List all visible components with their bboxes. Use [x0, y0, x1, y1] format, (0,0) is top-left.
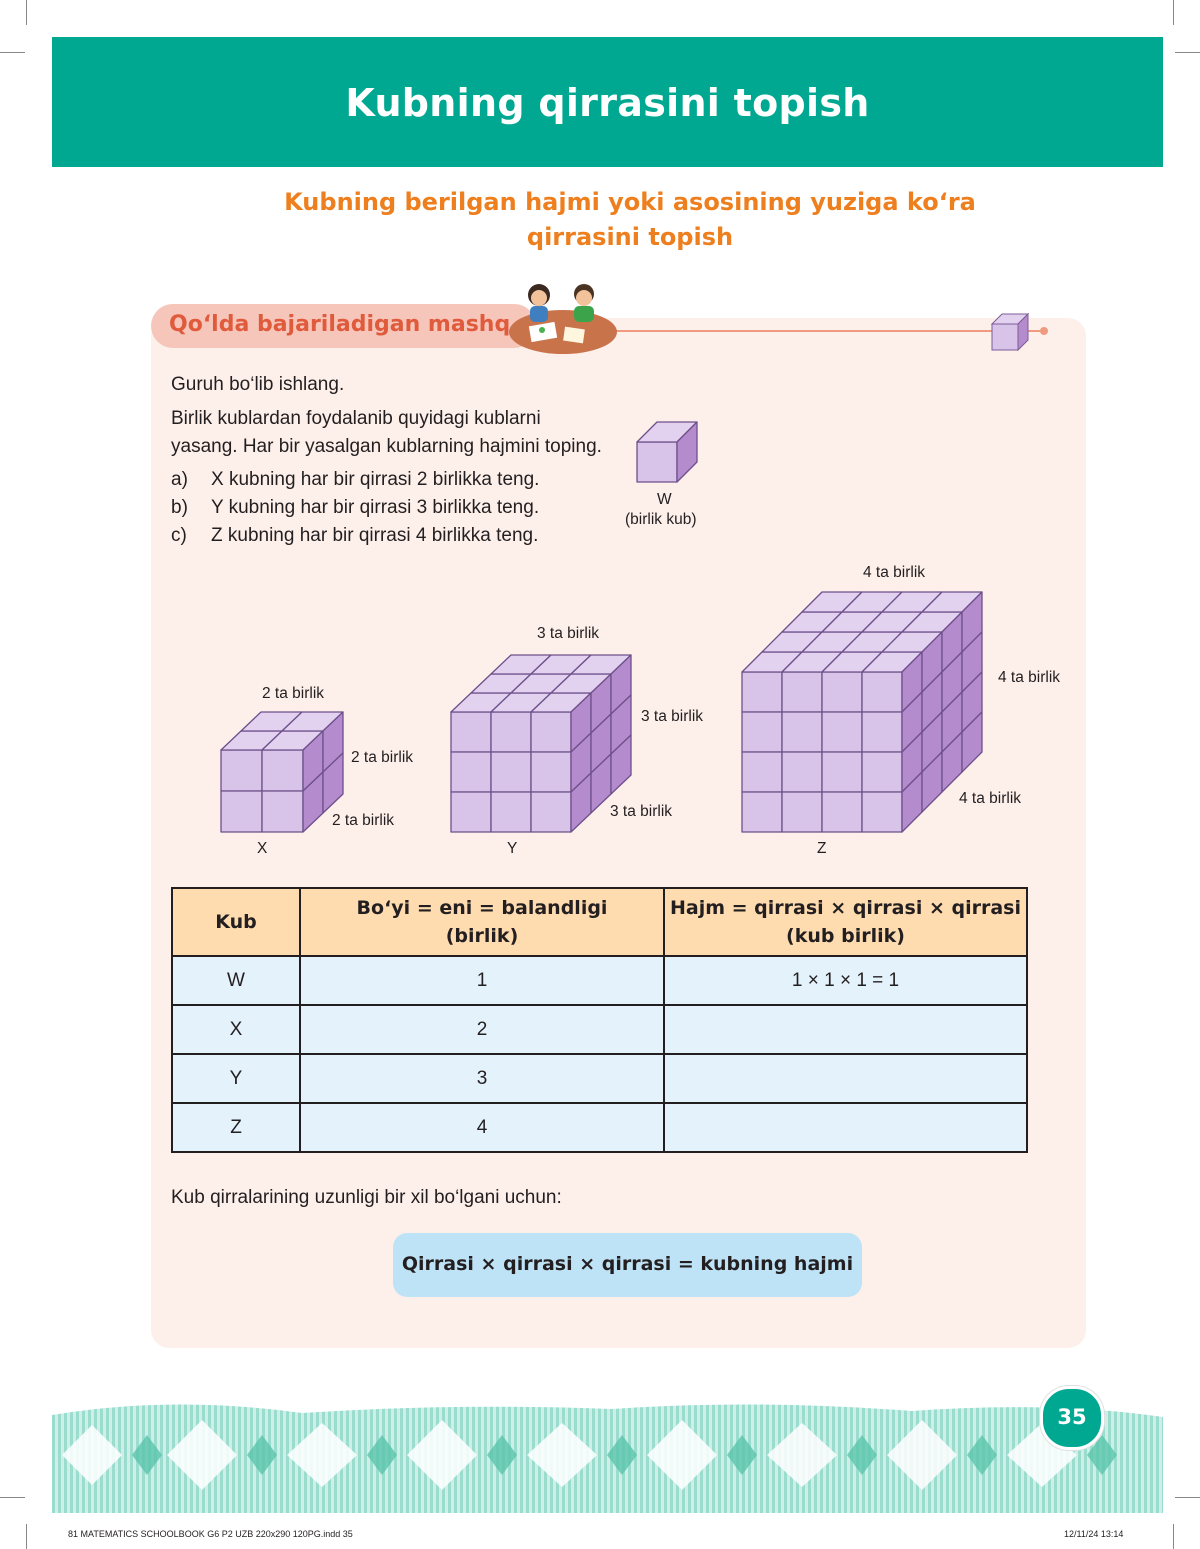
cube-z-front-cell: [782, 672, 822, 712]
subtitle-line-2: qirrasini topish: [526, 223, 734, 251]
cube-z-front-cell: [822, 752, 862, 792]
unit-cube-name: W: [657, 491, 672, 508]
print-slug-left: 81 MATEMATICS SCHOOLBOOK G6 P2 UZB 220x290 120PG.indd 35: [68, 1529, 353, 1539]
cube-z-front-cell: [822, 792, 862, 832]
cube-z-front-cell: [862, 672, 902, 712]
cube-z-front-cell: [782, 792, 822, 832]
ikat-pattern-decoration: [52, 1395, 1163, 1513]
cube-y-front-cell: [451, 752, 491, 792]
cube-z-front-cell: [862, 792, 902, 832]
unit-cube-caption: (birlik kub): [625, 511, 697, 528]
cube-y-front-cell: [491, 752, 531, 792]
x-side-label: 2 ta birlik: [351, 749, 414, 766]
cube-z-front-cell: [782, 752, 822, 792]
cube-y-front-cell: [531, 792, 571, 832]
z-bottom-label: 4 ta birlik: [959, 790, 1022, 807]
table-header-row: [172, 888, 1027, 956]
z-side-label: 4 ta birlik: [998, 669, 1061, 686]
table-row: [172, 1103, 1027, 1152]
cube-y-front-cell: [491, 792, 531, 832]
header-edge-line-2: (birlik): [445, 925, 519, 947]
cube-y-front-cell: [531, 712, 571, 752]
cube-y-front-cell: [531, 752, 571, 792]
cube-x-front-cell: [262, 750, 303, 791]
header-volume-line-1: Hajm = qirrasi × qirrasi × qirrasi: [670, 897, 1021, 919]
task-instruction-line-2: yasang. Har bir yasalgan kublarning hajmini toping.: [171, 436, 602, 457]
cube-y-front-cell: [451, 792, 491, 832]
header-edge: [300, 888, 664, 956]
cell-edge: 2: [300, 1005, 664, 1054]
table-row: [172, 956, 1027, 1005]
group-instruction: Guruh bo‘lib ishlang.: [171, 374, 345, 395]
cell-edge: 1: [300, 956, 664, 1005]
table-row: [172, 1054, 1027, 1103]
activity-label: Qo‘lda bajariladigan mashq: [169, 312, 511, 337]
page-title: Kubning qirrasini topish: [345, 81, 870, 125]
cube-x-front-cell: [221, 750, 262, 791]
header-volume-line-2: (kub birlik): [786, 925, 905, 947]
subtitle-line-1: Kubning berilgan hajmi yoki asosining yuziga ko‘ra: [284, 188, 976, 216]
cell-kub: X: [172, 1005, 300, 1054]
cell-edge: 4: [300, 1103, 664, 1152]
header-edge-line-1: Bo‘yi = eni = balandligi: [356, 897, 608, 919]
list-marker: c): [171, 525, 187, 546]
task-instruction-line-1: Birlik kublardan foydalanib quyidagi kublarni: [171, 408, 541, 429]
y-side-label: 3 ta birlik: [641, 708, 704, 725]
z-cube-name: Z: [817, 840, 827, 857]
list-text: Z kubning har bir qirrasi 4 birlikka teng.: [211, 525, 539, 546]
cell-kub: W: [172, 956, 300, 1005]
list-marker: a): [171, 469, 188, 490]
cell-volume: 1 × 1 × 1 = 1: [664, 956, 1027, 1005]
conclusion-text: Kub qirralarining uzunligi bir xil bo‘lgani uchun:: [171, 1187, 562, 1208]
volume-formula-box: [393, 1233, 862, 1297]
crop-mark: [1173, 1524, 1174, 1549]
cube-y-front-cell: [491, 712, 531, 752]
cube-x-front-cell: [262, 791, 303, 832]
print-slug-right: 12/11/24 13:14: [1064, 1529, 1124, 1539]
cell-volume[interactable]: [664, 1054, 1027, 1103]
crop-mark: [26, 1524, 27, 1549]
cube-z-front-cell: [862, 712, 902, 752]
x-bottom-label: 2 ta birlik: [332, 812, 395, 829]
cube-x-front-cell: [221, 791, 262, 832]
header-volume: [664, 888, 1027, 956]
y-bottom-label: 3 ta birlik: [610, 803, 673, 820]
cube-w-front-cell: [637, 442, 677, 482]
cell-kub: Y: [172, 1054, 300, 1103]
cube-z-front-cell: [782, 712, 822, 752]
list-marker: b): [171, 497, 188, 518]
cube-y-front-cell: [451, 712, 491, 752]
z-top-label: 4 ta birlik: [863, 564, 926, 581]
list-text: Y kubning har bir qirrasi 3 birlikka teng.: [211, 497, 540, 518]
volume-table: [171, 887, 1028, 1153]
cell-volume[interactable]: [664, 1005, 1027, 1054]
cube-z-front-cell: [822, 712, 862, 752]
cube-z-front-cell: [862, 752, 902, 792]
list-text: X kubning har bir qirrasi 2 birlikka teng.: [211, 469, 540, 490]
cube-z-front-cell: [742, 752, 782, 792]
y-cube-name: Y: [507, 840, 518, 857]
page-number: 35: [1057, 1405, 1087, 1429]
volume-formula: Qirrasi × qirrasi × qirrasi = kubning hajmi: [401, 1253, 854, 1275]
y-top-label: 3 ta birlik: [537, 625, 600, 642]
x-cube-name: X: [257, 840, 268, 857]
cube-z-front-cell: [742, 712, 782, 752]
cube-z-front-cell: [742, 792, 782, 832]
cell-edge: 3: [300, 1054, 664, 1103]
x-top-label: 2 ta birlik: [262, 685, 325, 702]
crop-mark: [0, 1497, 25, 1498]
page-number-badge: [1040, 1386, 1104, 1450]
header-kub: Kub: [172, 888, 300, 956]
cube-z-front-cell: [822, 672, 862, 712]
table-row: [172, 1005, 1027, 1054]
cell-volume[interactable]: [664, 1103, 1027, 1152]
crop-mark: [1175, 1497, 1200, 1498]
cell-kub: Z: [172, 1103, 300, 1152]
cube-z-front-cell: [742, 672, 782, 712]
